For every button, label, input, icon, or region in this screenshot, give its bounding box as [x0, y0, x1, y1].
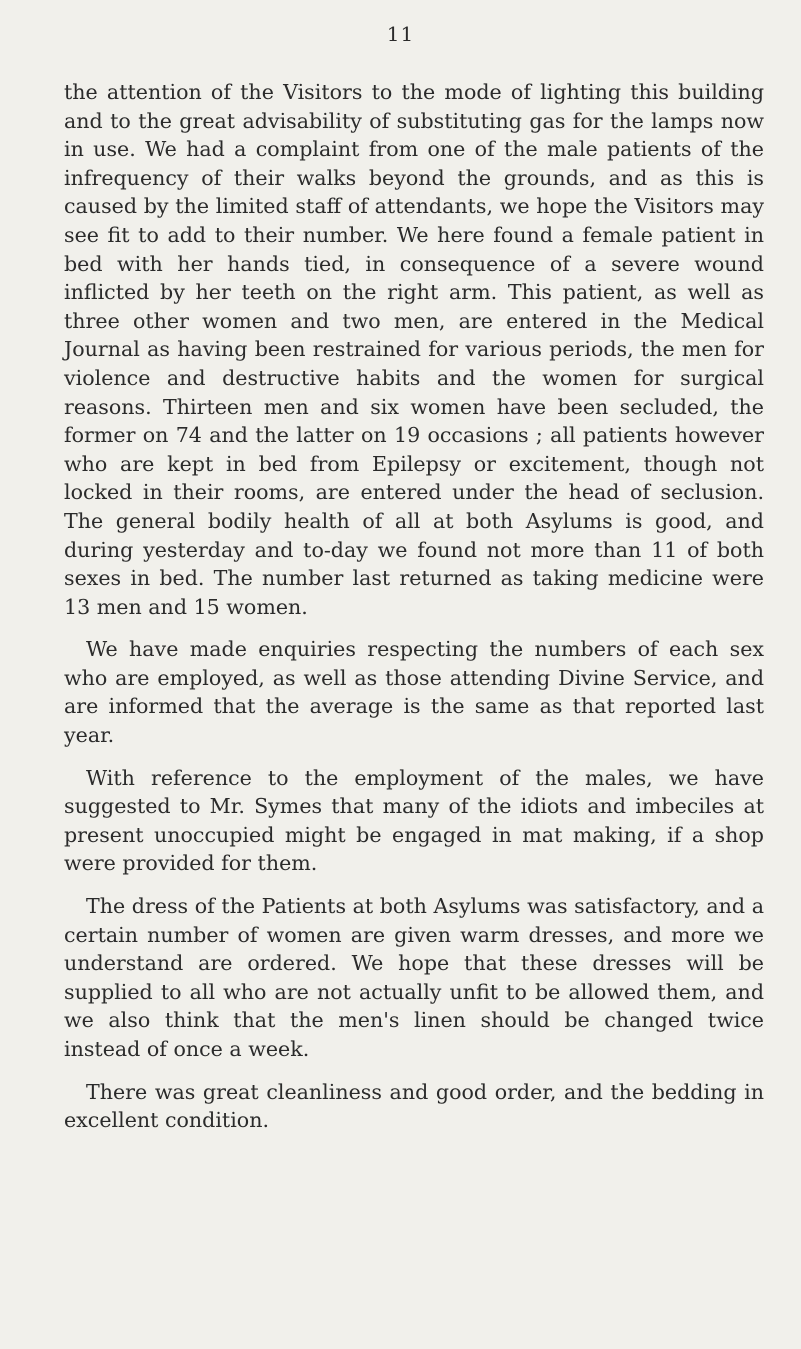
- paragraph-male-employment: With reference to the employment of the males, we have suggested to Mr. Symes that many of the idiots and imbeciles at present unoccupied might be engaged in mat making, if a shop were provided for them.: [64, 765, 764, 876]
- page-number: 11: [386, 22, 415, 46]
- paragraph-employment-divine-service: We have made enquiries respecting the numbers of each sex who are employed, as well as those attending Divine Service, and are informed that the average is the same as that reported last year.: [64, 637, 764, 748]
- report-body: [64, 78, 764, 1149]
- paragraph-dress-of-patients: The dress of the Patients at both Asylums was satisfactory, and a certain number of women are given warm dresses, and more we understand are ordered. We hope that these dresses will be supplied to all who are not actually unfit to be allowed them, and we also think that the men's linen should be changed twice instead of once a week.: [64, 894, 764, 1061]
- paragraph-cleanliness: There was great cleanliness and good order, and the bedding in excellent condition.: [64, 1079, 764, 1133]
- paragraph-lighting-restraint-seclusion: the attention of the Visitors to the mode of lighting this building and to the great advisability of substituting gas for the lamps now in use. We had a complaint from one of the male patients of the infrequency of their walks beyond the grounds, and as this is caused by the limited staff of attendants, we hope the Visitors may see fit to add to their number. We here found a female patient in bed with her hands tied, in consequence of a severe wound inflicted by her teeth on the right arm. This patient, as well as three other women and two men, are entered in the Medical Journal as having been restrained for various periods, the men for violence and destructive habits and the women for surgical reasons. Thirteen men and six women have been secluded, the former on 74 and the latter on 19 occasions ; all patients however who are kept in bed from Epilepsy or excitement, though not locked in their rooms, are entered under the head of seclusion. The general bodily health of all at both Asylums is good, and during yesterday and to-day we found not more than 11 of both sexes in bed. The number last returned as taking medicine were 13 men and 15 women.: [64, 80, 764, 619]
